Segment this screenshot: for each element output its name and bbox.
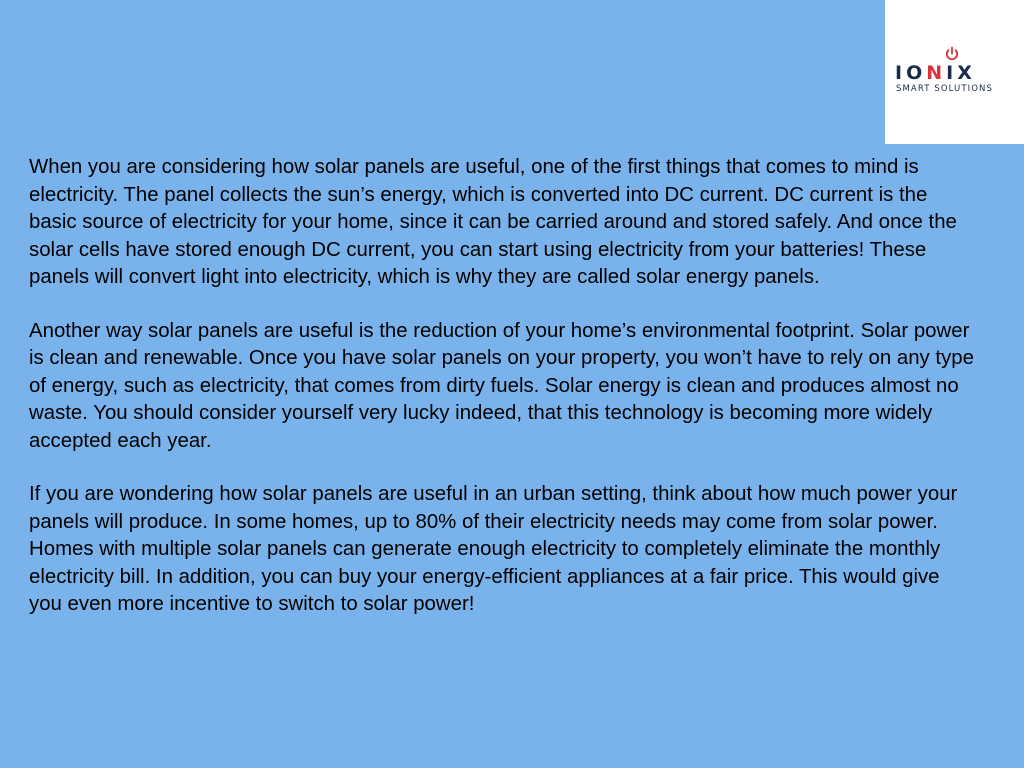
brand-wordmark [895, 62, 976, 84]
brand-word-start: IO [895, 62, 927, 84]
power-icon [942, 44, 962, 64]
brand-logo [885, 0, 1024, 144]
brand-tagline: SMART SOLUTIONS [896, 84, 993, 94]
brand-word-accent: N [926, 62, 947, 84]
paragraph-environment: Another way solar panels are useful is the reduction of your home’s environmental footprint. Solar power is clean and renewable. Once you have solar panels on your property, you won’t have to rely on any type of energy, such as electricity, that comes from dirty fuels. Solar energy is clean and produces almost no waste. You should consider yourself very lucky indeed, that this technology is becoming more widely accepted each year. [29, 319, 974, 452]
article-body [29, 154, 974, 645]
brand-word-end: IX [946, 62, 976, 84]
paragraph-urban: If you are wondering how solar panels are useful in an urban setting, think about how much power your panels will produce. In some homes, up to 80% of their electricity needs may come from solar power. Homes with multiple solar panels can generate enough electricity to completely eliminate the monthly electricity bill. In addition, you can buy your energy-efficient appliances at a fair price. This would give you even more incentive to switch to solar power! [29, 483, 958, 615]
paragraph-electricity: When you are considering how solar panels are useful, one of the first things that comes to mind is electricity. The panel collects the sun’s energy, which is converted into DC current. DC current is the basic source of electricity for your home, since it can be carried around and stored safely. And once the solar cells have stored enough DC current, you can start using electricity from your batteries! These panels will convert light into electricity, which is why they are called solar energy panels. [29, 156, 957, 288]
